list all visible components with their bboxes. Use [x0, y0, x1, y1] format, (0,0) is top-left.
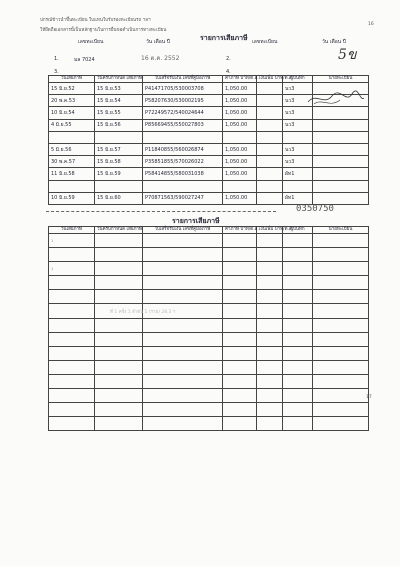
table-cell: [223, 374, 257, 388]
table-cell: [143, 360, 223, 374]
table-cell: [313, 192, 369, 204]
table-cell: [257, 374, 283, 388]
table-cell: [257, 262, 283, 276]
table-cell: P35851855/570026022: [143, 156, 223, 168]
table-cell: [49, 403, 95, 417]
table-cell: 11 มิ.ย.58: [49, 168, 95, 180]
table-row: [49, 290, 369, 304]
table-cell: [313, 119, 369, 131]
table-cell: [313, 143, 369, 155]
table-cell: 1,050.00: [223, 156, 257, 168]
table-cell: [223, 234, 257, 248]
table-cell: [313, 290, 369, 304]
table-cell: [223, 403, 257, 417]
item-4-number: 4.: [226, 69, 231, 75]
table-cell: [49, 304, 95, 318]
table-cell: [95, 234, 143, 248]
table-row: [49, 304, 369, 318]
table-cell: [223, 346, 257, 360]
table-cell: [257, 156, 283, 168]
table-cell: [143, 332, 223, 346]
table-cell: [49, 290, 95, 304]
column-header: ใบเสร็จรับเงิน เลขที่คู่มือภาษี: [143, 76, 223, 83]
table-cell: [283, 131, 313, 143]
table-cell: P11840855/560026874: [143, 143, 223, 155]
item-1-value: มล 7024: [74, 57, 95, 63]
column-header: เงินเพิ่ม บาท/ต.ส.: [257, 76, 283, 83]
table-cell: [313, 374, 369, 388]
table-cell: 15 มิ.ย.60: [95, 192, 143, 204]
table-cell: 10 มิ.ย.59: [49, 192, 95, 204]
table-cell: [223, 389, 257, 403]
table-cell: [49, 417, 95, 431]
table-cell: [257, 234, 283, 248]
table-cell: [223, 180, 257, 192]
table-cell: 15 มิ.ย.57: [95, 143, 143, 155]
table-row: [49, 119, 369, 131]
table-cell: [257, 403, 283, 417]
table-cell: [257, 248, 283, 262]
column-header: นายทะเบียน: [313, 227, 369, 234]
item-3-number: 3.: [54, 69, 59, 75]
table-cell: [49, 276, 95, 290]
table-row: [49, 417, 369, 431]
table-cell: ผัท1: [283, 168, 313, 180]
table-cell: [223, 290, 257, 304]
table-cell: 1,050.00: [223, 107, 257, 119]
table-cell: P72249572/540024644: [143, 107, 223, 119]
table-cell: [313, 168, 369, 180]
table-cell: [313, 156, 369, 168]
table-cell: 15 มิ.ย.58: [95, 156, 143, 168]
table-cell: [95, 403, 143, 417]
table-cell: 5 มิ.ย.56: [49, 143, 95, 155]
column-header: วันครบกำหนด เสียภาษี: [95, 227, 143, 234]
table-cell: [257, 332, 283, 346]
table-row: [49, 262, 369, 276]
table-cell: [257, 95, 283, 107]
table-row: [49, 318, 369, 332]
table-cell: [313, 180, 369, 192]
table-cell: [257, 143, 283, 155]
table-cell: 15 มิ.ย.53: [95, 83, 143, 95]
table-row: [49, 143, 369, 155]
table-cell: [313, 304, 369, 318]
table-cell: [49, 318, 95, 332]
table-row: [49, 332, 369, 346]
date-label-left: วัน เดือน ปี: [146, 39, 170, 45]
table-cell: [313, 389, 369, 403]
table-cell: [95, 389, 143, 403]
table-cell: [143, 374, 223, 388]
table-cell: 20 พ.ค.53: [49, 95, 95, 107]
table-cell: [257, 360, 283, 374]
tax-record-table-lower: [48, 226, 369, 431]
table-cell: [313, 403, 369, 417]
perforation-divider: [46, 211, 276, 212]
table-cell: 1: [49, 262, 95, 276]
table-cell: [223, 304, 257, 318]
table-cell: 15 มิ.ย.52: [49, 83, 95, 95]
table-cell: [283, 374, 313, 388]
handwritten-mark: 5ข: [338, 47, 357, 63]
table-cell: [283, 417, 313, 431]
column-header: วันครบกำหนด เสียภาษี: [95, 76, 143, 83]
table-cell: [143, 290, 223, 304]
table-cell: [283, 248, 313, 262]
table-cell: 1,050.00: [223, 95, 257, 107]
table-cell: [143, 276, 223, 290]
table-cell: นว3: [283, 83, 313, 95]
table-cell: [49, 374, 95, 388]
table-cell: [313, 276, 369, 290]
table-cell: [257, 318, 283, 332]
table-cell: [223, 276, 257, 290]
table-cell: [143, 180, 223, 192]
table-cell: [223, 262, 257, 276]
table-cell: [49, 346, 95, 360]
column-header: ใบเสร็จรับเงิน เลขที่คู่มือภาษี: [143, 227, 223, 234]
table-cell: 1,050.00: [223, 192, 257, 204]
page-number: 16: [368, 22, 374, 27]
table-cell: [313, 318, 369, 332]
table-cell: นว3: [283, 95, 313, 107]
column-header: ผู้บันทึก: [283, 76, 313, 83]
table-cell: [283, 332, 313, 346]
table-cell: [143, 318, 223, 332]
table-cell: P70871563/590027247: [143, 192, 223, 204]
table-cell: [257, 180, 283, 192]
table-cell: [313, 234, 369, 248]
table-cell: [95, 290, 143, 304]
table-cell: [223, 332, 257, 346]
table-cell: [283, 276, 313, 290]
table-cell: [283, 304, 313, 318]
table-row: [49, 389, 369, 403]
column-header: นายทะเบียน: [313, 76, 369, 83]
table-cell: นว3: [283, 107, 313, 119]
table-cell: P58207630/530002195: [143, 95, 223, 107]
table-row: [49, 180, 369, 192]
item-1-number: 1.: [54, 56, 59, 62]
signature-scribble: [306, 88, 366, 110]
table-cell: 4 มิ.ย.55: [49, 119, 95, 131]
table-header-row: [49, 76, 369, 83]
table-cell: [143, 248, 223, 262]
table-cell: [143, 389, 223, 403]
stamp-number: 0350750: [296, 204, 334, 214]
table-cell: นว3: [283, 156, 313, 168]
table-cell: [283, 234, 313, 248]
table-cell: [257, 131, 283, 143]
table-cell: [143, 131, 223, 143]
table-cell: 15 มิ.ย.59: [95, 168, 143, 180]
column-header: ผู้บันทึก: [283, 227, 313, 234]
table-cell: [283, 403, 313, 417]
table-cell: [223, 318, 257, 332]
table-cell: [257, 192, 283, 204]
date-label-right: วัน เดือน ปี: [322, 39, 346, 45]
table-row: [49, 374, 369, 388]
column-header: ค่าภาษี บาท/ต.ส.: [223, 76, 257, 83]
table-cell: [143, 346, 223, 360]
table-cell: [49, 131, 95, 143]
table-cell: [313, 332, 369, 346]
table-cell: [49, 389, 95, 403]
column-header: วันเสียภาษี: [49, 76, 95, 83]
table-cell: [313, 262, 369, 276]
table-cell: [283, 180, 313, 192]
table-cell: นว3: [283, 143, 313, 155]
table-cell: [257, 83, 283, 95]
section-title-lower: รายการเสียภาษี: [172, 217, 220, 225]
table-cell: [257, 276, 283, 290]
header-line-1: ปกรณ์ข้าวนำขึ้นทะเบียน ใบแทนใบรับรองทะเบียนรถ ฯลฯ: [40, 18, 151, 23]
table-cell: [223, 360, 257, 374]
table-row: [49, 403, 369, 417]
table-row: [49, 276, 369, 290]
table-cell: [49, 360, 95, 374]
table-cell: [95, 360, 143, 374]
table-cell: 1,050.00: [223, 83, 257, 95]
table-cell: [257, 168, 283, 180]
table-cell: [283, 318, 313, 332]
table-cell: [95, 318, 143, 332]
stamped-date: 16 ต.ค. 2552: [141, 55, 180, 62]
table-cell: [95, 248, 143, 262]
table-cell: P58414855/580031038: [143, 168, 223, 180]
table-cell: [95, 276, 143, 290]
footer-page-number: 17: [366, 395, 372, 400]
table-row: [49, 192, 369, 204]
table-cell: [223, 248, 257, 262]
table-cell: 1,050.00: [223, 119, 257, 131]
table-cell: 15 มิ.ย.54: [95, 95, 143, 107]
table-cell: [223, 417, 257, 431]
table-cell: 1: [49, 234, 95, 248]
table-cell: [313, 346, 369, 360]
table-cell: [95, 417, 143, 431]
table-row: [49, 346, 369, 360]
table-cell: [283, 346, 313, 360]
table-row: [49, 234, 369, 248]
table-cell: [223, 131, 257, 143]
table-cell: [143, 262, 223, 276]
table-cell: [313, 131, 369, 143]
table-cell: [143, 234, 223, 248]
registration-label-left: เลขทะเบียน: [78, 39, 104, 45]
table-cell: [143, 417, 223, 431]
table-cell: 1,050.00: [223, 168, 257, 180]
table-cell: [95, 131, 143, 143]
item-2-number: 2.: [226, 56, 231, 62]
table-cell: P85669455/550027803: [143, 119, 223, 131]
registration-label-right: เลขทะเบียน: [252, 39, 278, 45]
table-cell: [283, 389, 313, 403]
table-cell: [49, 332, 95, 346]
table-cell: 10 มิ.ย.54: [49, 107, 95, 119]
table-cell: [49, 248, 95, 262]
table-cell: [257, 389, 283, 403]
table-cell: [313, 360, 369, 374]
table-cell: [283, 360, 313, 374]
table-cell: [283, 290, 313, 304]
table-cell: [49, 180, 95, 192]
section-title-top: รายการเสียภาษี: [200, 34, 248, 42]
table-row: [49, 156, 369, 168]
table-cell: [95, 332, 143, 346]
table-cell: [313, 248, 369, 262]
table-cell: [95, 180, 143, 192]
table-cell: [257, 290, 283, 304]
table-cell: นว3: [283, 119, 313, 131]
header-line-2: ให้ยึดถือเอกสารนี้เป็นหลักฐานในการยื่นขอดำเนินการทางทะเบียน: [40, 28, 167, 33]
table-row: [49, 248, 369, 262]
table-cell: 30 พ.ค.57: [49, 156, 95, 168]
table-cell: 15 มิ.ย.56: [95, 119, 143, 131]
table-header-row: [49, 227, 369, 234]
column-header: วันเสียภาษี: [49, 227, 95, 234]
table-cell: [257, 107, 283, 119]
table-row: [49, 131, 369, 143]
table-cell: [95, 262, 143, 276]
table-cell: ผัท1: [283, 192, 313, 204]
table-row: [49, 360, 369, 374]
table-cell: [257, 119, 283, 131]
table-cell: [257, 346, 283, 360]
table-cell: [257, 304, 283, 318]
table-cell: [95, 346, 143, 360]
table-cell: P41471705/530003708: [143, 83, 223, 95]
table-cell: [313, 417, 369, 431]
column-header: เงินเพิ่ม บาท/ต.ส.: [257, 227, 283, 234]
table-row: [49, 168, 369, 180]
table-cell: [143, 403, 223, 417]
table-cell: 15 มิ.ย.55: [95, 107, 143, 119]
table-cell: [283, 262, 313, 276]
faded-text: ที่ 1 ครั้ง 1 ลำดับ 1 (ราย) 28,3 ฯ: [110, 310, 176, 315]
table-cell: [95, 374, 143, 388]
table-cell: [257, 417, 283, 431]
column-header: ค่าภาษี บาท/ต.ส.: [223, 227, 257, 234]
table-cell: 1,050.00: [223, 143, 257, 155]
